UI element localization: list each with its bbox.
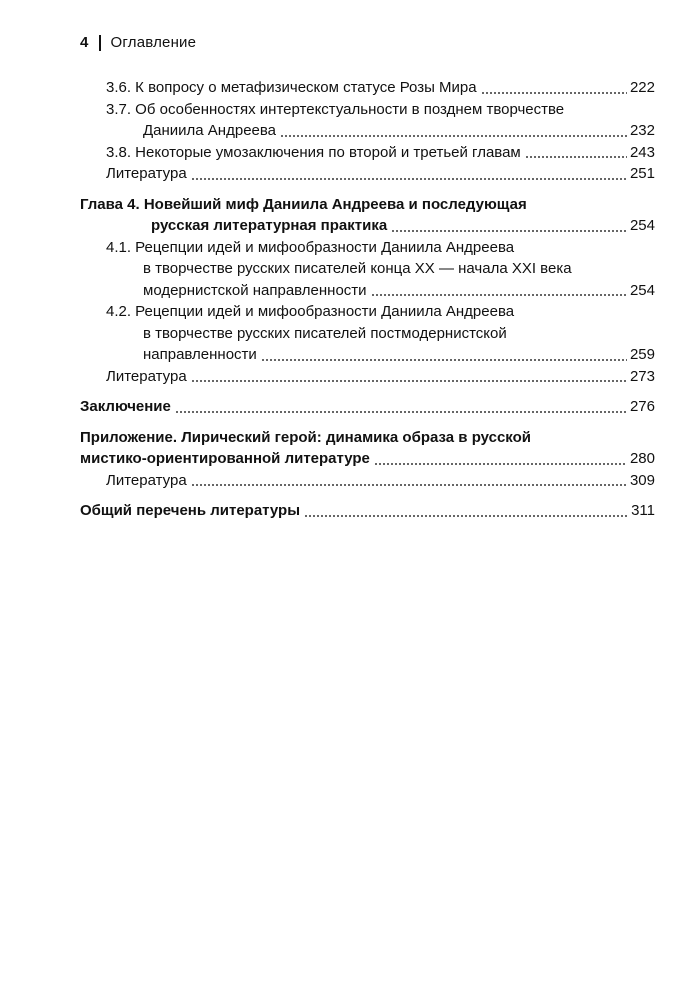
toc-entry: [80, 163, 655, 185]
toc-entry: [80, 344, 655, 366]
toc-entry-line: [80, 258, 655, 280]
toc-entry-title: 4.2. Рецепции идей и мифообразности Даниила Андреева: [106, 303, 515, 320]
toc-page-number: 273: [629, 367, 655, 385]
toc-entry-title: русская литературная практика: [151, 217, 388, 234]
dot-leader: [191, 484, 627, 486]
toc-entry-title: Литература: [106, 367, 187, 385]
dot-leader: [371, 294, 627, 296]
toc-entry: [80, 448, 655, 470]
toc-entry-line: [80, 301, 655, 323]
toc-page-number: 243: [629, 143, 655, 161]
toc-entry-title: в творчестве русских писателей постмодернистской: [143, 324, 507, 342]
dot-leader: [374, 463, 627, 465]
table-of-contents: [80, 77, 655, 522]
toc-entry-title: направленности: [143, 346, 257, 363]
toc-entry: [80, 120, 655, 142]
toc-entry-title: Литература: [106, 471, 187, 489]
toc-entry-title: 3.6. К вопросу о метафизическом статусе Розы Мира: [106, 79, 477, 96]
toc-entry-title: модернистской направленности: [143, 281, 367, 299]
toc-page-number: 259: [629, 346, 655, 363]
dot-leader: [175, 411, 627, 413]
toc-entry: [80, 366, 655, 388]
page-number: 4: [80, 34, 89, 51]
toc-page-number: 232: [629, 122, 655, 139]
toc-entry-title: Глава 4. Новейший миф Даниила Андреева и последующая: [80, 195, 527, 213]
dot-leader: [280, 135, 627, 137]
toc-page-number: 280: [629, 450, 655, 467]
toc-entry: [80, 470, 655, 492]
toc-entry-title: Приложение. Лирический герой: динамика образа в русской: [80, 428, 532, 446]
dot-leader: [525, 156, 627, 158]
toc-entry-line: [80, 427, 655, 449]
toc-entry-line: [80, 323, 655, 345]
toc-entry-title: в творчестве русских писателей конца XX — начала XXI века: [143, 260, 572, 277]
toc-entry-title: 4.1. Рецепции идей и мифообразности Даниила Андреева: [106, 238, 515, 256]
dot-leader: [191, 380, 627, 382]
toc-page-number: 251: [629, 165, 655, 182]
toc-page-number: 222: [629, 79, 655, 96]
header-separator: [99, 35, 101, 51]
toc-entry-title: Заключение: [80, 398, 171, 415]
toc-entry-line: [80, 194, 655, 216]
toc-entry-title: 3.8. Некоторые умозаключения по второй и третьей главам: [106, 143, 521, 161]
toc-entry: [80, 396, 655, 418]
toc-entry: [80, 215, 655, 237]
toc-entry-line: [80, 99, 655, 121]
toc-entry-line: [80, 237, 655, 259]
dot-leader: [391, 230, 627, 232]
toc-gap: [80, 418, 655, 427]
dot-leader: [261, 359, 627, 361]
toc-page-number: 309: [629, 471, 655, 489]
toc-entry-title: Литература: [106, 165, 187, 182]
toc-page-number: 254: [629, 281, 655, 299]
toc-entry-title: Даниила Андреева: [143, 122, 277, 139]
dot-leader: [481, 92, 627, 94]
toc-entry: [80, 280, 655, 302]
dot-leader: [191, 178, 627, 180]
header-title: Оглавление: [110, 34, 197, 51]
toc-entry-title: Общий перечень литературы: [80, 502, 301, 519]
toc-gap: [80, 491, 655, 500]
toc-entry-title: 3.7. Об особенностях интертекстуальности в позднем творчестве: [106, 100, 565, 118]
toc-page-number: 254: [629, 217, 655, 234]
toc-page-number: 311: [631, 502, 655, 519]
toc-page-number: 276: [629, 398, 655, 415]
running-header: [80, 34, 196, 51]
toc-entry-title: мистико-ориентированной литературе: [80, 450, 370, 467]
toc-gap: [80, 185, 655, 194]
toc-entry: [80, 77, 655, 99]
toc-gap: [80, 387, 655, 396]
dot-leader: [304, 515, 628, 517]
toc-entry: [80, 142, 655, 164]
toc-entry: [80, 500, 655, 522]
